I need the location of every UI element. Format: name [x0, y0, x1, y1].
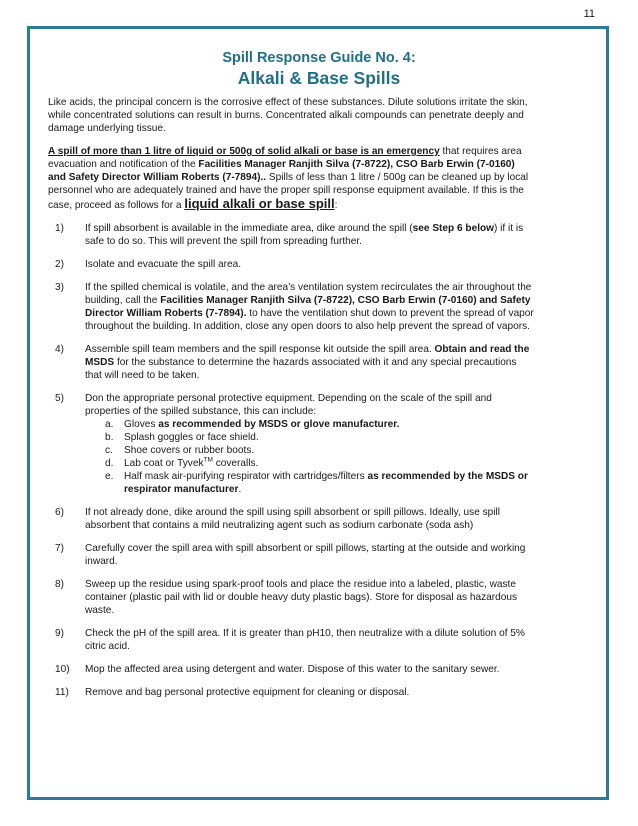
- document-body: [48, 96, 534, 709]
- step-item: [48, 506, 534, 532]
- emergency-contacts: Facilities Manager Ranjith Silva (7-8722), CSO Barb Erwin (7-0160) and Safety Director William Roberts (7-7894)..: [48, 159, 515, 183]
- ppe-emphasis: as recommended by the MSDS or respirator manufacturer: [124, 471, 528, 495]
- step-text: Carefully cover the spill area with spill absorbent or spill pillows, starting at the outside and working inward.: [85, 543, 526, 567]
- ppe-item: [85, 457, 534, 470]
- trademark-superscript: TM: [203, 456, 213, 464]
- step-text: If not already done, dike around the spill using spill absorbent or spill pillows. Ideally, use spill absorbent that contains a mild neutralizing agent such as sodium carbonate (soda ash): [85, 507, 501, 531]
- title-block: [0, 50, 638, 89]
- step-emphasis: see Step 6 below: [412, 223, 495, 234]
- ppe-text: Gloves: [124, 419, 159, 430]
- intro-paragraph: Like acids, the principal concern is the corrosive effect of these substances. Dilute solutions irritate the skin, while concentrated solutions can result in burns. Concentrated alkali compounds can penetrate deeply and damage underlying tissue.: [48, 97, 528, 134]
- ppe-letter: d.: [105, 458, 114, 469]
- step-text: Remove and bag personal protective equipment for cleaning or disposal.: [85, 687, 410, 698]
- step-text: ) if it is safe to do so. This will prevent the spill from spreading further.: [85, 223, 524, 247]
- step-number: 6): [55, 507, 64, 518]
- ppe-text: coveralls.: [212, 458, 259, 469]
- spill-type-emphasis: liquid alkali or base spill: [184, 196, 335, 211]
- ppe-letter: e.: [105, 471, 114, 482]
- step-text: Check the pH of the spill area. If it is greater than pH10, then neutralize with a dilute solution of 5% citric acid.: [85, 628, 525, 652]
- ppe-text: Half mask air-purifying respirator with cartridges/filters: [124, 471, 368, 482]
- step-number: 7): [55, 543, 64, 554]
- step-item: [48, 392, 534, 496]
- ppe-list: [85, 418, 534, 496]
- ppe-item: [85, 444, 534, 457]
- emergency-paragraph: [48, 145, 534, 212]
- ppe-text: Shoe covers or rubber boots.: [124, 445, 255, 456]
- step-number: 1): [55, 223, 64, 234]
- step-number: 8): [55, 579, 64, 590]
- step-item: [48, 578, 534, 617]
- ppe-letter: a.: [105, 419, 114, 430]
- guide-title: Spill Response Guide No. 4:: [222, 50, 416, 66]
- steps-list: [48, 222, 534, 699]
- ppe-letter: c.: [105, 445, 113, 456]
- step-text: to have the ventilation shut down to prevent the spread of vapor throughout the building. In addition, close any open doors to also help prevent the spread of vapors.: [85, 308, 534, 332]
- ppe-item: [85, 418, 534, 431]
- step-text: If spill absorbent is available in the immediate area, dike around the spill (: [85, 223, 413, 234]
- ppe-text: Lab coat or Tyvek: [124, 458, 204, 469]
- step-item: [48, 686, 534, 699]
- step-item: [48, 281, 534, 333]
- text-run: Spills of less than 1 litre / 500g can be cleaned up by local personnel who are adequately trained and have the proper spill response equipment available. If this is the case, proceed as follows for a: [48, 172, 529, 211]
- text-run: that requires area evacuation and notification of the: [48, 146, 522, 170]
- step-number: 11): [55, 687, 69, 698]
- ppe-text: .: [238, 484, 242, 495]
- step-text: Isolate and evacuate the spill area.: [85, 259, 241, 270]
- ppe-letter: b.: [105, 432, 114, 443]
- step-number: 9): [55, 628, 64, 639]
- step-item: [48, 663, 534, 676]
- step-text: Don the appropriate personal protective equipment. Depending on the scale of the spill and properties of the spilled substance, this can include:: [85, 393, 492, 417]
- step-number: 3): [55, 282, 64, 293]
- step-text: Mop the affected area using detergent and water. Dispose of this water to the sanitary sewer.: [85, 664, 500, 675]
- step-text: If the spilled chemical is volatile, and the area’s ventilation system recirculates the air throughout the building, call the: [85, 282, 532, 306]
- ppe-item: [85, 470, 534, 496]
- ppe-emphasis: as recommended by MSDS or glove manufacturer.: [158, 419, 400, 430]
- step-item: [48, 258, 534, 271]
- step-item: [48, 542, 534, 568]
- ppe-text: Splash goggles or face shield.: [124, 432, 259, 443]
- step-text: Assemble spill team members and the spill response kit outside the spill area.: [85, 344, 435, 355]
- page-number: 11: [583, 8, 595, 20]
- step-number: 4): [55, 344, 64, 355]
- document-title: Alkali & Base Spills: [237, 68, 401, 88]
- step-emphasis: Obtain and read the MSDS: [85, 344, 530, 368]
- step-item: [48, 343, 534, 382]
- text-run: :: [334, 200, 338, 211]
- step-item: [48, 627, 534, 653]
- ppe-item: [85, 431, 534, 444]
- step-number: 5): [55, 393, 64, 404]
- emergency-threshold: A spill of more than 1 litre of liquid or 500g of solid alkali or base is an emergency: [48, 146, 440, 157]
- step-number: 2): [55, 259, 64, 270]
- step-emphasis: Facilities Manager Ranjith Silva (7-8722), CSO Barb Erwin (7-0160) and Safety Director William Roberts (7-7894).: [85, 295, 531, 319]
- step-text: for the substance to determine the hazards associated with it and any special precautions that will need to be taken.: [85, 357, 517, 381]
- step-text: Sweep up the residue using spark-proof tools and place the residue into a labeled, plastic, waste container (plastic pail with lid or double heavy duty plastic bags). Store for disposal as hazardous waste.: [85, 579, 518, 616]
- step-number: 10): [55, 664, 70, 675]
- step-item: [48, 222, 534, 248]
